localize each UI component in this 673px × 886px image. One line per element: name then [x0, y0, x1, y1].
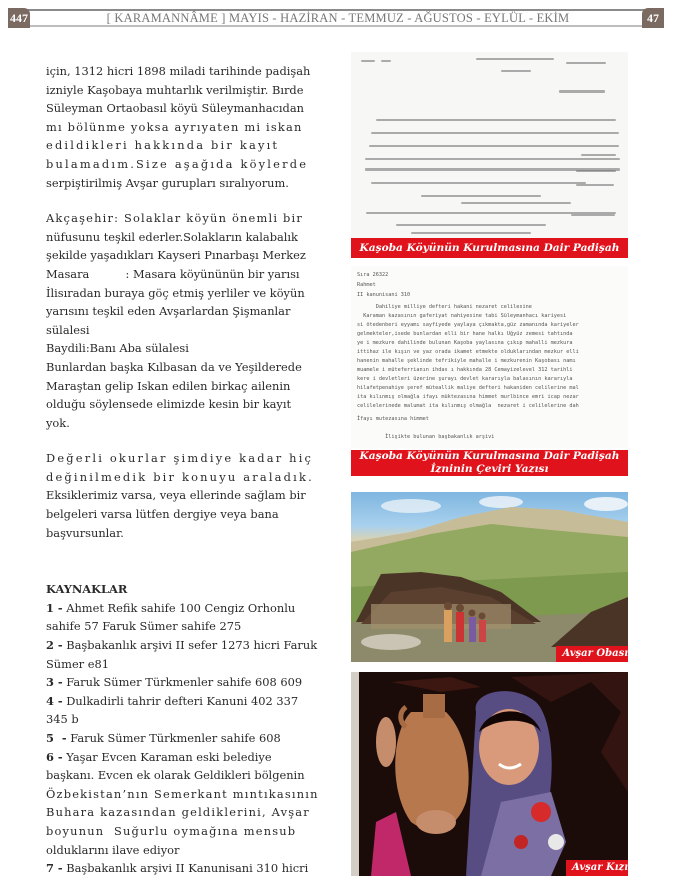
transcript-line: Dahiliye milliye defteri hakani nezaret celilesine — [357, 304, 532, 310]
reference-item — [46, 599, 322, 636]
reference-number: 3 - — [46, 675, 63, 690]
figure-caption-1: Kaşoba Köyünün Kurulmasına Dair Padişah — [351, 238, 628, 258]
transcript-line: hanenin mahalle şeklinde tefrikiyle mahalle i mezkurenin Kaşobası namı — [357, 358, 576, 364]
reference-text: Ahmet Refik sahife 100 Cengiz Orhonlu — [66, 600, 296, 615]
transcript-line: muamele i müteferrianın ihdas ı hakkında 28 Cemayizelevel 312 tarihli — [357, 367, 573, 373]
text-line: sülalesi — [46, 322, 90, 337]
article-column — [46, 62, 322, 878]
reference-text: Başbakanlık arşivi II Kanunisani 310 hicri — [66, 861, 309, 876]
text-line: Değerli okurlar şimdiye kadar hiç — [46, 451, 314, 466]
transcript-line: Rahmet — [357, 282, 376, 288]
reference-text: Faruk Sümer Türkmenler sahife 608 609 — [66, 675, 303, 690]
photo-caption-woman: Avşar Kızı — [566, 860, 628, 876]
reference-number: 7 - — [46, 861, 63, 876]
transcript-line: İfayı mutezasına himmet — [357, 416, 429, 422]
paragraph-1 — [46, 62, 322, 192]
reference-item — [46, 748, 322, 860]
reference-text: olduklarını ilave ediyor — [46, 842, 180, 857]
paragraph-3 — [46, 449, 322, 542]
text-line: Bunlardan başka Kılbasan da ve Yeşilderede — [46, 359, 302, 374]
woman-with-jug-photo — [351, 672, 628, 876]
reference-number: 1 - — [46, 600, 63, 615]
transcript-line: kere i devletleri üzerine şurayı devlet kararıyla balasının kararıyla — [357, 376, 573, 382]
text-line: İlisıradan buraya göç etmiş yerliler ve köyün — [46, 285, 305, 300]
reference-text: sahife 57 Faruk Sümer sahife 275 — [46, 619, 242, 634]
transcript-line: ita kılınmış olmağla ifayı müktezasına himmet murlbince emri icap nezar — [357, 394, 579, 400]
page-number-right: 47 — [642, 8, 664, 28]
text-line: yok. — [46, 415, 70, 430]
text-line: olduğu söylensede elimizde kesin bir kayıt — [46, 397, 292, 412]
nomad-camp-photo — [351, 492, 628, 662]
reference-text: Özbekistan’nın Semerkant mıntıkasının — [46, 786, 319, 801]
woman-with-jug-illustration — [351, 672, 628, 876]
running-header-title: [ KARAMANNÂME ] MAYIS - HAZİRAN - TEMMUZ - AĞUSTOS - EYLÜL - EKİM — [106, 11, 570, 25]
figure-caption-2-line-2: İzninin Çeviri Yazısı — [430, 463, 549, 475]
transcript-line: hilafetpenahiye şeref müteallik maliye defteri hakaniden celilerine mal — [357, 385, 579, 391]
text-line: mı bölünme yoksa ayrıyaten mi iskan — [46, 119, 303, 134]
text-line: Akçaşehir: Solaklar köyün önemli bir — [46, 211, 303, 226]
transcript-line: si ötedenberi eyyamı sayfiyede yaylaya çıkmakta,güz zamanında kariyeler — [357, 322, 579, 328]
text-line: bulamadım.Size aşağıda köylerde — [46, 156, 309, 171]
reference-text: Yaşar Evcen Karaman eski belediye — [66, 749, 272, 764]
figure-caption-2 — [351, 450, 628, 476]
transcript-line: ye i mezkure dahilinde bulunan Kaşoba yaylasına çıkıp mahalli mezkura — [357, 340, 573, 346]
reference-number: 6 - — [46, 749, 63, 764]
reference-text: başkanı. Evcen ek olarak Geldikleri bölgenin — [46, 768, 305, 783]
reference-text: Faruk Sümer Türkmenler sahife 608 — [70, 731, 281, 745]
text-line: edildikleri hakkında bir kayıt — [46, 138, 280, 153]
page-number-left: 447 — [8, 8, 30, 28]
text-line: için, 1312 hicri 1898 miladi tarihinde padişah — [46, 64, 311, 78]
reference-text: Dulkadirli tahrir defteri Kanuni 402 337 — [66, 693, 299, 708]
text-line: Eksiklerimiz varsa, veya ellerinde sağlam bir — [46, 488, 306, 503]
reference-text: Buhara kazasından geldiklerini, Avşar — [46, 805, 310, 820]
text-line: izniyle Kaşobaya muhtarlık verilmiştir. Bırde — [46, 82, 304, 97]
text-line: Maraştan gelip Iskan edilen birkaç ailenin — [46, 378, 291, 393]
reference-number: 5 - — [46, 731, 67, 745]
transcript-line: ittihaz ile kışın ve yaz orada ikamet etmekte olduklarından mezkur elli — [357, 349, 579, 355]
text-line: yarısını teşkil eden Avşarlardan Şişmanlar — [46, 304, 291, 319]
text-line: şekilde yaşadıkları Kayseri Pınarbaşı Merkez — [46, 248, 306, 263]
reference-text: 345 b — [46, 712, 79, 727]
paragraph-2 — [46, 209, 322, 432]
transcript-line: II kanunisani 310 — [357, 292, 411, 298]
nomad-camp-illustration — [351, 492, 628, 662]
figure-caption-2-line-1: Kaşoba Köyünün Kurulmasına Dair Padişah — [359, 450, 620, 462]
text-line: başvursunlar. — [46, 525, 124, 540]
reference-text: Başbakanlık arşivi II sefer 1273 hicri Faruk — [66, 638, 318, 653]
photo-caption-nomad-camp: Avşar Obası — [556, 646, 628, 662]
transcript-line: Sıra 26322 — [357, 272, 389, 278]
text-line: serpiştirilmiş Avşar gurupları sıralıyorum. — [46, 175, 289, 190]
transcript-line: gelmekteler,isede bunlardan elli bir hane halkı Uğyüz zemesi tahtında — [357, 331, 573, 337]
transcript-line: Karaman kazasının gaferiyat nahiyesine tabi Süleymanhacı kariyesi — [357, 313, 567, 319]
text-line: Baydili:Banı Aba sülalesi — [46, 341, 189, 356]
reference-item — [46, 692, 322, 729]
reference-item — [46, 859, 322, 878]
transcript-line: celilelerinede malumat ita kılınmış olmağla nezaret i celilelerine dah — [357, 403, 579, 409]
reference-item — [46, 636, 322, 673]
reference-item — [46, 729, 322, 748]
text-line: Masara : Masara köyününün bir yarısı — [46, 266, 300, 281]
text-line: nüfusunu teşkil ederler.Solakların kalabalık — [46, 229, 298, 244]
text-line: belgeleri varsa lütfen dergiye veya bana — [46, 507, 279, 522]
reference-text: boyunun Suğurlu oymağına mensub — [46, 823, 297, 838]
reference-text: Sümer e81 — [46, 656, 109, 671]
transcript-line: İlişikte bulunan başbakanlık arşivi — [357, 434, 495, 440]
reference-number: 2 - — [46, 638, 63, 653]
text-line: Süleyman Ortaobasıl köyü Süleymanhacıdan — [46, 101, 304, 116]
references-heading: KAYNAKLAR — [46, 582, 128, 597]
text-line: değinilmedik bir konuyu araladık. — [46, 469, 314, 484]
reference-number: 4 - — [46, 693, 63, 708]
ottoman-document-image — [351, 52, 628, 238]
transcription-document-image — [351, 266, 628, 448]
reference-item — [46, 673, 322, 692]
references-section — [46, 580, 322, 878]
